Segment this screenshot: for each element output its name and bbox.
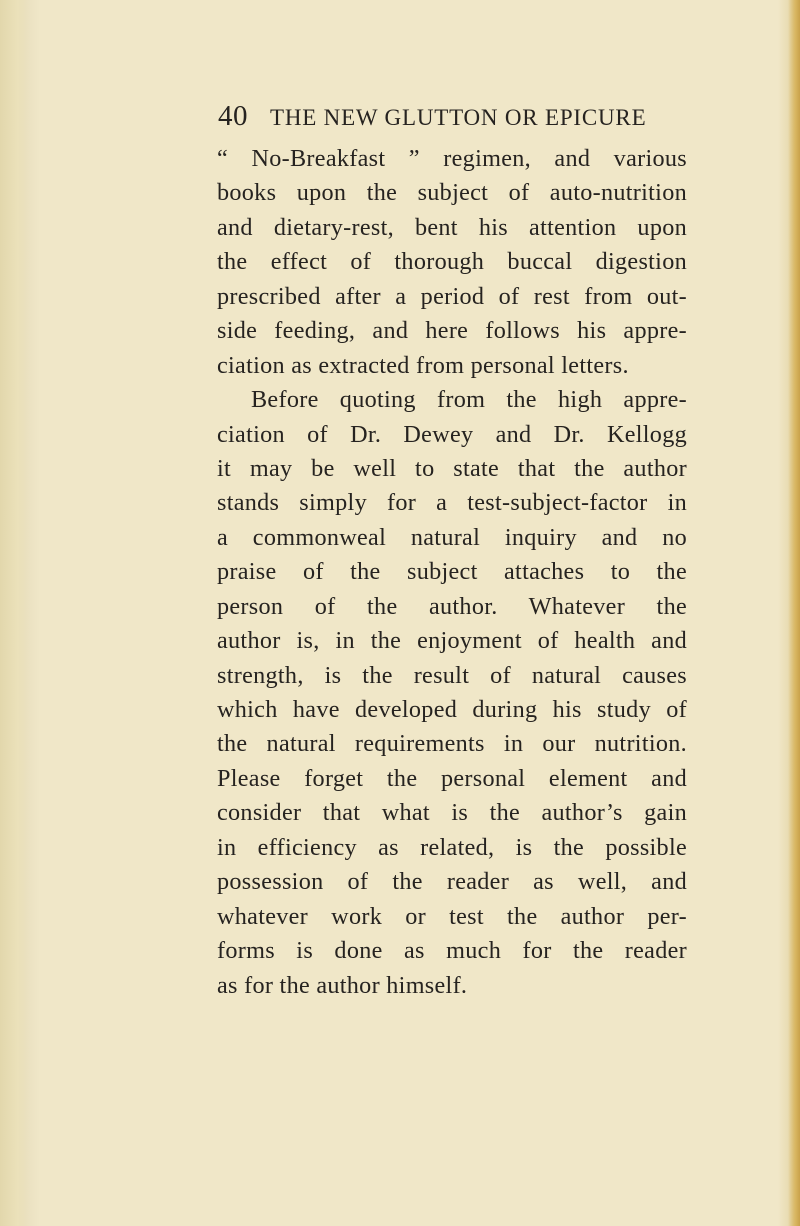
text-line: the natural requirements in our nutrition.: [217, 730, 687, 758]
text-line: as for the author himself.: [217, 971, 468, 999]
page-header: [218, 100, 698, 140]
text-line: prescribed after a period of rest from out-: [217, 282, 687, 310]
text-line: stands simply for a test-subject-factor in: [217, 489, 687, 517]
text-line: a commonweal natural inquiry and no: [217, 523, 687, 551]
text-line: author is, in the enjoyment of health and: [217, 627, 687, 655]
text-line: books upon the subject of auto-nutrition: [217, 179, 687, 207]
text-line: it may be well to state that the author: [217, 454, 687, 482]
text-line: and dietary-rest, bent his attention upon: [217, 213, 687, 241]
text-line: the effect of thorough buccal digestion: [217, 248, 687, 276]
body-text: [217, 142, 687, 1003]
page-edge: [788, 0, 800, 1226]
page-gutter: [0, 0, 30, 1226]
text-line: Please forget the personal element and: [217, 764, 687, 792]
paragraph-start-line: Before quoting from the high appre-: [251, 386, 687, 414]
text-line: ciation of Dr. Dewey and Dr. Kellogg: [217, 420, 687, 448]
text-line: praise of the subject attaches to the: [217, 558, 687, 586]
text-line: which have developed during his study of: [217, 696, 687, 723]
text-line: ciation as extracted from personal letters.: [217, 351, 629, 379]
text-line: forms is done as much for the reader: [217, 937, 687, 965]
text-line: possession of the reader as well, and: [217, 868, 687, 896]
running-head: THE NEW GLUTTON OR EPICURE: [270, 105, 647, 130]
text-line: side feeding, and here follows his appre-: [217, 317, 687, 345]
text-line: “ No-Breakfast ” regimen, and various: [217, 145, 687, 172]
text-line: consider that what is the author’s gain: [217, 799, 687, 827]
text-line: in efficiency as related, is the possible: [217, 833, 687, 861]
text-line: strength, is the result of natural causes: [217, 661, 687, 689]
page-number: 40: [218, 100, 248, 132]
text-line: person of the author. Whatever the: [217, 592, 687, 620]
text-line: whatever work or test the author per-: [217, 902, 687, 930]
